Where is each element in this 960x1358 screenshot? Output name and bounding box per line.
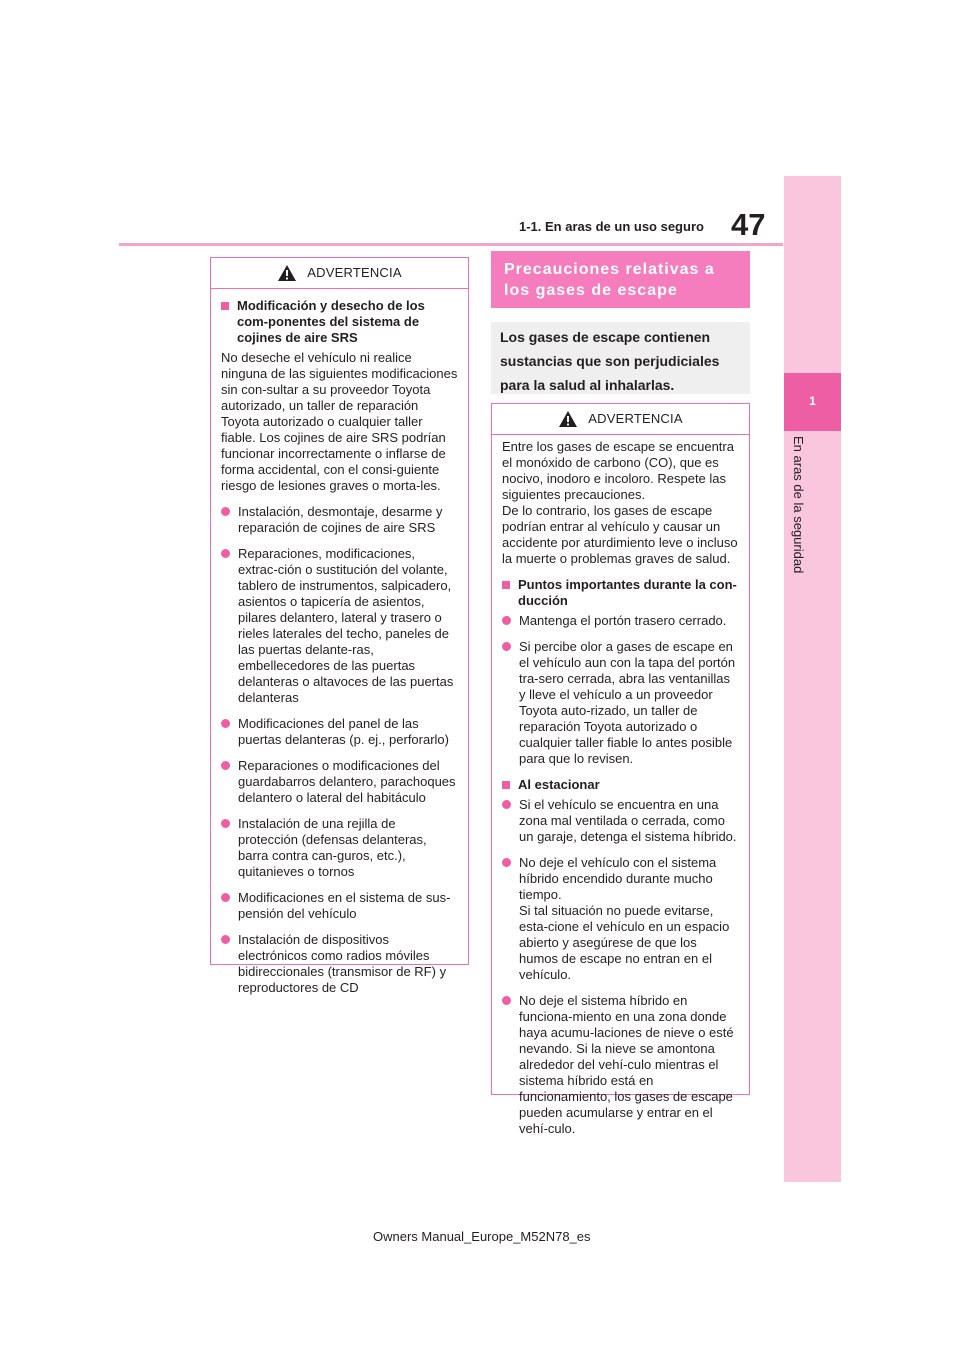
left-warning-box	[210, 257, 469, 995]
list-item: No deje el vehículo con el sistema híbrido encendido durante mucho tiempo. Si tal situación no puede evitarse, esta-cione el vehículo en un espacio abierto y asegúrese de que los humos de escape no entran en el vehículo.	[502, 855, 739, 983]
chapter-label: En aras de la seguridad	[791, 436, 806, 574]
bullet-heading	[221, 298, 458, 346]
warning-intro: No deseche el vehículo ni realice ninguna de las siguientes modificaciones sin con-sultar a su proveedor Toyota autorizado, un taller de reparación Toyota autorizado o cualquier taller fiable. Los cojines de aire SRS podrían funcionar incorrectamente o inflarse de forma accidental, con el consi-guiente riesgo de lesiones graves o morta-les.	[221, 350, 458, 493]
chapter-number: 1	[809, 394, 816, 408]
square-bullet-icon	[221, 302, 229, 310]
square-bullet-icon	[502, 581, 510, 589]
list-item: No deje el sistema híbrido en funciona-miento en una zona donde haya acumu-laciones de nieve o esté nevando. Si la nieve se amontona alrededor del vehí-culo mientras el sistema híbrido está en funcionamiento, los gases de escape pueden acumularse y entrar en el vehí-culo.	[502, 993, 739, 1137]
heading-text: Modificación y desecho de los com-ponentes del sistema de cojines de aire SRS	[237, 298, 425, 345]
list-item: Modificaciones en el sistema de sus-pensión del vehículo	[221, 890, 458, 922]
circle-bullet-icon	[502, 800, 511, 809]
chapter-side-tab	[784, 176, 841, 1182]
header-rule	[119, 243, 783, 246]
footer-text: Owners Manual_Europe_M52N78_es	[373, 1229, 591, 1244]
circle-bullet-icon	[502, 616, 511, 625]
circle-bullet-icon	[221, 819, 230, 828]
circle-bullet-icon	[221, 507, 230, 516]
warning-header	[492, 404, 749, 435]
circle-bullet-icon	[502, 642, 511, 651]
circle-bullet-icon	[221, 719, 230, 728]
circle-bullet-icon	[502, 996, 511, 1005]
warning-title: ADVERTENCIA	[307, 265, 402, 280]
warning-intro-consequence: De lo contrario, los gases de escape podrían entrar al vehículo y causar un accidente por aturdimiento leve o incluso la muerte o problemas graves de salud.	[502, 503, 738, 566]
bullet-heading: Puntos importantes durante la con-ducción	[502, 577, 739, 609]
list-item: Modificaciones del panel de las puertas delanteras (p. ej., perforarlo)	[221, 716, 458, 748]
warning-triangle-icon	[277, 264, 297, 282]
section-summary: Los gases de escape contienen sustancias que son perjudiciales para la salud al inhalarlas.	[491, 322, 750, 394]
circle-bullet-icon	[221, 761, 230, 770]
page-number: 47	[731, 207, 766, 242]
circle-bullet-icon	[221, 893, 230, 902]
warning-intro: Entre los gases de escape se encuentra el monóxido de carbono (CO), que es nocivo, inodoro e incoloro. Respete las siguientes precauciones.	[502, 439, 734, 502]
list-item: Mantenga el portón trasero cerrado.	[502, 613, 739, 629]
list-item: Si percibe olor a gases de escape en el vehículo aun con la tapa del portón tra-sero cerrada, abra las ventanillas y lleve el vehículo a un proveedor Toyota auto-rizado, un taller de reparación Toyota autorizado o cualquier taller fiable lo antes posible para que lo revisen.	[502, 639, 739, 767]
list-item: Instalación de dispositivos electrónicos como radios móviles bidireccionales (transmisor de RF) y reproductores de CD	[221, 932, 458, 996]
list-item: Reparaciones o modificaciones del guardabarros delantero, parachoques delantero o lateral del habitáculo	[221, 758, 458, 806]
circle-bullet-icon	[502, 858, 511, 867]
list-item: Si el vehículo se encuentra en una zona mal ventilada o cerrada, como un garaje, detenga el sistema híbrido.	[502, 797, 739, 845]
list-item: Instalación de una rejilla de protección (defensas delanteras, barra contra can-guros, etc.), quitanieves o tornos	[221, 816, 458, 880]
warning-triangle-icon	[558, 410, 578, 428]
circle-bullet-icon	[221, 935, 230, 944]
circle-bullet-icon	[221, 549, 230, 558]
warning-title: ADVERTENCIA	[588, 411, 683, 426]
square-bullet-icon	[502, 781, 510, 789]
section-heading: Precauciones relativas a los gases de escape	[491, 251, 750, 308]
list-item: Reparaciones, modificaciones, extrac-ción o sustitución del volante, tablero de instrumentos, salpicadero, asientos o tapicería de asientos, pilares delantero, lateral y trasero o rieles laterales del techo, paneles de las puertas delante-ras, embellecedores de las puertas delanteras o altavoces de las puertas delanteras	[221, 546, 458, 706]
section-title: 1-1. En aras de un uso seguro	[519, 219, 704, 234]
bullet-heading: Al estacionar	[502, 777, 739, 793]
warning-header	[211, 258, 468, 289]
right-warning-box	[491, 403, 750, 1136]
list-item: Instalación, desmontaje, desarme y reparación de cojines de aire SRS	[221, 504, 458, 536]
